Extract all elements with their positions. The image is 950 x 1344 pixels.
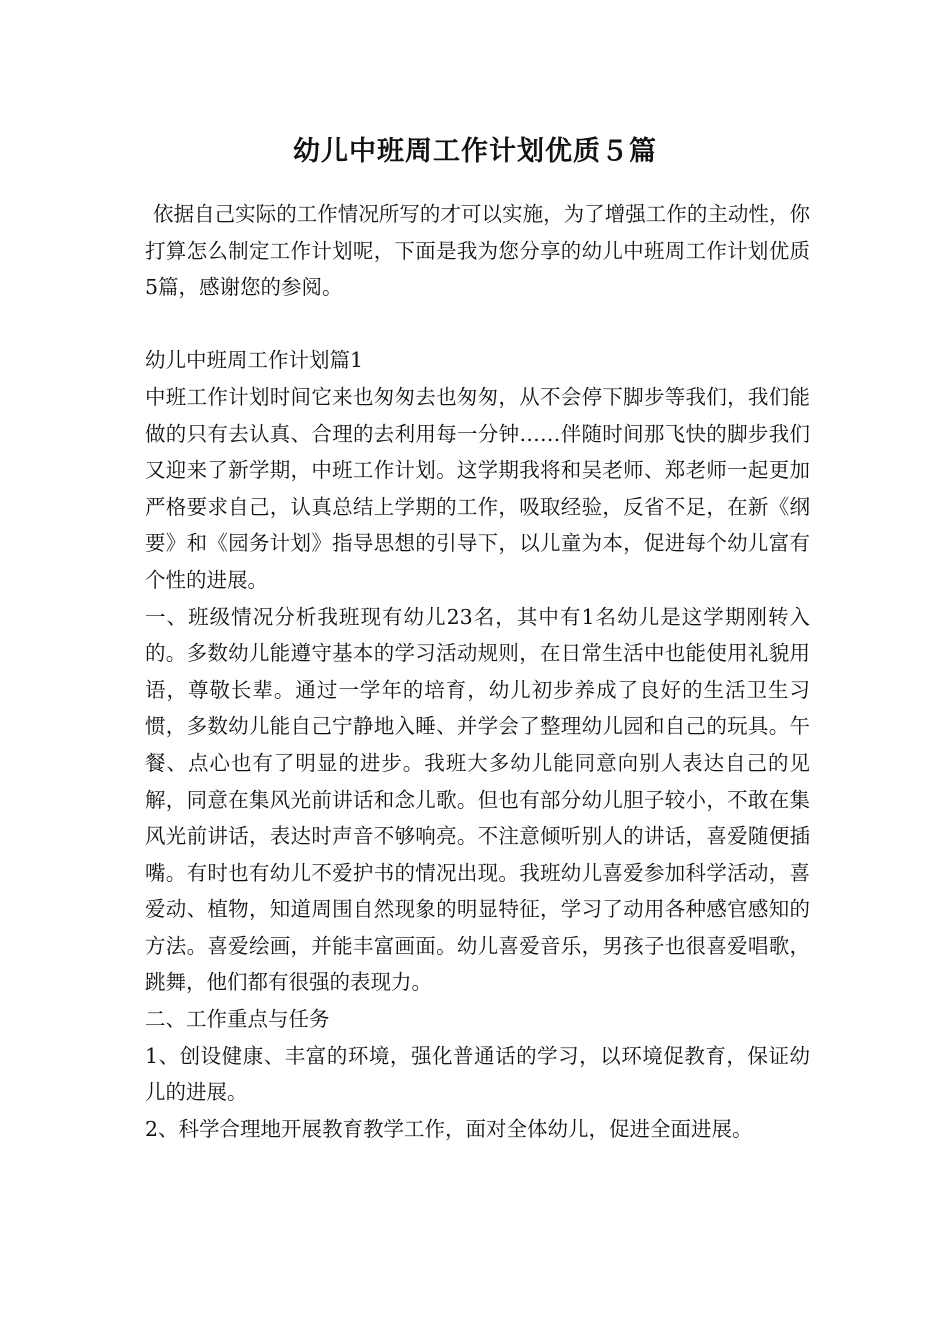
document-body — [145, 196, 810, 1147]
document-title: 幼儿中班周工作计划优质５篇 — [293, 136, 657, 167]
intro-paragraph: 依据自己实际的工作情况所写的才可以实施，为了增强工作的主动性，你打算怎么制定工作计划呢，下面是我为您分享的幼儿中班周工作计划优质5篇，感谢您的参阅。 — [145, 202, 810, 300]
section-heading: 幼儿中班周工作计划篇1 — [145, 348, 364, 373]
subheading-work-focus: 二、工作重点与任务 — [145, 1007, 330, 1032]
paragraph-gap — [145, 306, 810, 343]
list-item-2: 2、科学合理地开展教育教学工作，面对全体幼儿，促进全面进展。 — [145, 1116, 753, 1141]
body-paragraph-1: 中班工作计划时间它来也匆匆去也匆匆，从不会停下脚步等我们，我们能做的只有去认真、合理的去利用每一分钟……伴随时间那飞快的脚步我们又迎来了新学期，中班工作计划。这学期我将和吴老师、郑老师一起更加严格要求自己，认真总结上学期的工作，吸取经验，反省不足，在新《纲要》和《园务计划》指导思想的引导下，以儿童为本，促进每个幼儿富有个性的进展。 — [145, 384, 810, 592]
body-paragraph-2: 一、班级情况分析我班现有幼儿23名，其中有1名幼儿是这学期刚转入的。多数幼儿能遵守基本的学习活动规则，在日常生活中也能使用礼貌用语，尊敬长辈。通过一学年的培育，幼儿初步养成了良好的生活卫生习惯，多数幼儿能自己宁静地入睡、并学会了整理幼儿园和自己的玩具。午餐、点心也有了明显的进步。我班大多幼儿能同意向别人表达自己的见解，同意在集风光前讲话和念儿歌。但也有部分幼儿胆子较小，不敢在集风光前讲话，表达时声音不够响亮。不注意倾听别人的讲话，喜爱随便插嘴。有时也有幼儿不爱护书的情况出现。我班幼儿喜爱参加科学活动，喜爱动、植物，知道周围自然现象的明显特征，学习了动用各种感官感知的方法。喜爱绘画，并能丰富画面。幼儿喜爱音乐，男孩子也很喜爱唱歌，跳舞，他们都有很强的表现力。 — [145, 604, 810, 995]
list-item-1: 1、创设健康、丰富的环境，强化普通话的学习，以环境促教育，保证幼儿的进展。 — [145, 1043, 810, 1105]
